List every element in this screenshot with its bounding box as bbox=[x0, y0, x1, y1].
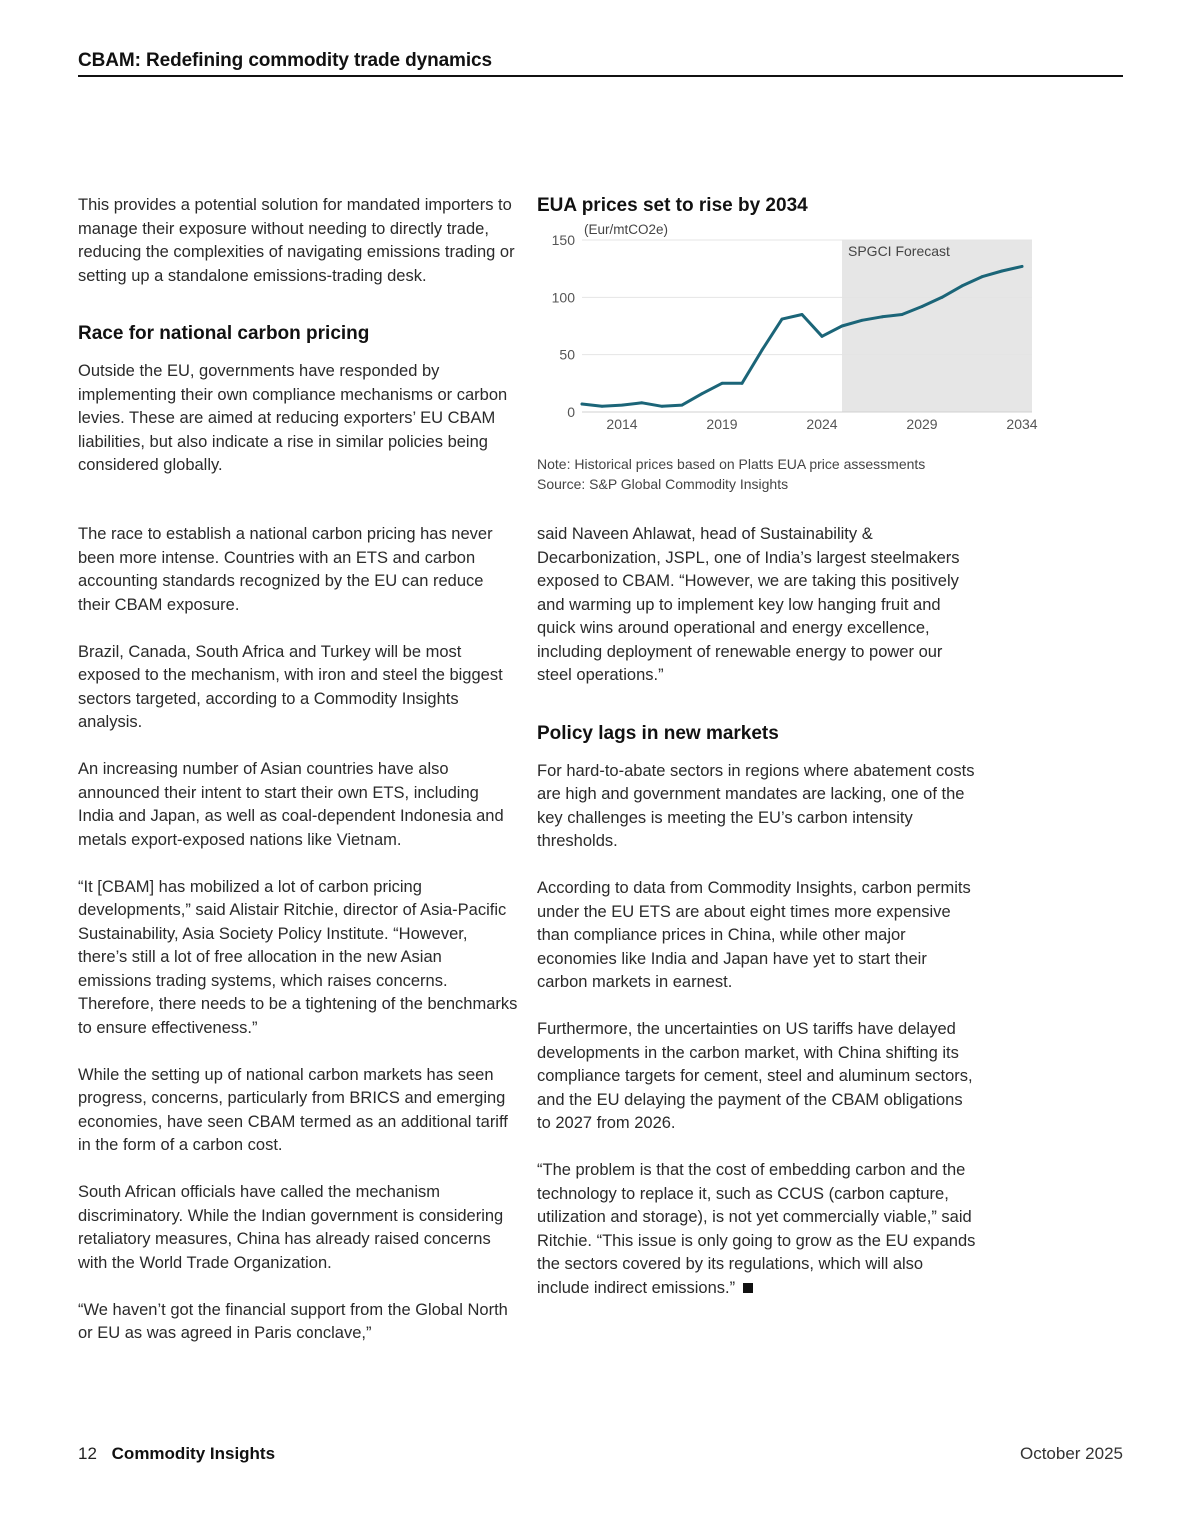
paragraph: For hard-to-abate sectors in regions where abatement costs are high and government mandates are lacking, one of the key challenges is meeting the EU’s carbon intensity thresholds. bbox=[537, 761, 975, 850]
x-tick-label: 2014 bbox=[606, 416, 638, 432]
footer-brand: Commodity Insights bbox=[111, 1444, 276, 1463]
right-column bbox=[537, 523, 977, 1324]
chart-source: Source: S&P Global Commodity Insights bbox=[537, 476, 789, 492]
end-of-article-square-icon bbox=[743, 1283, 753, 1293]
footer-date: October 2025 bbox=[1019, 1444, 1123, 1463]
section-heading-policy: Policy lags in new markets bbox=[537, 722, 779, 744]
paragraph: While the setting up of national carbon markets has seen progress, concerns, particularly from BRICS and emerging economies, have seen CBAM termed as an additional tariff in the form of a carbon cost. bbox=[78, 1065, 508, 1154]
y-tick-label: 100 bbox=[551, 289, 575, 306]
paragraph-final bbox=[537, 1159, 977, 1300]
paragraph: An increasing number of Asian countries have also announced their intent to start their own ETS, including India and Japan, as well as coal-dependent Indonesia and metals export-exposed nations like Vietnam. bbox=[78, 760, 504, 849]
data-point bbox=[701, 392, 704, 395]
y-unit-label: (Eur/mtCO2e) bbox=[584, 222, 669, 237]
data-point bbox=[641, 401, 644, 404]
paragraph: said Naveen Ahlawat, head of Sustainability & Decarbonization, JSPL, one of India’s largest steelmakers exposed to CBAM. “However, we are taking this positively and warming up to implement key low hanging fruit and quick wins around operational and energy excellence, including deployment of renewable energy to power our steel operations.” bbox=[537, 525, 960, 684]
data-point bbox=[781, 318, 784, 321]
data-point bbox=[741, 382, 744, 385]
eua-price-chart bbox=[537, 194, 1047, 494]
data-point bbox=[621, 404, 624, 407]
data-point bbox=[761, 349, 764, 352]
page-number: 12 bbox=[78, 1444, 97, 1463]
section-heading-race: Race for national carbon pricing bbox=[78, 323, 370, 344]
data-point bbox=[821, 335, 824, 338]
y-tick-label: 0 bbox=[567, 404, 575, 420]
page-footer bbox=[78, 1444, 1123, 1464]
paragraph: The race to establish a national carbon pricing has never been more intense. Countries with an ETS and carbon accounting standards recognized by the EU can reduce their CBAM exposure. bbox=[78, 525, 493, 614]
data-point bbox=[961, 284, 964, 287]
data-point bbox=[681, 404, 684, 407]
left-column bbox=[78, 523, 518, 1369]
x-tick-label: 2029 bbox=[906, 416, 938, 432]
data-point bbox=[981, 275, 984, 278]
forecast-region bbox=[842, 240, 1032, 412]
data-point bbox=[861, 319, 864, 322]
paragraph: South African officials have called the mechanism discriminatory. While the Indian government is considering retaliatory measures, China has already raised concerns with the World Trade Organization. bbox=[78, 1183, 504, 1272]
chart-note: Note: Historical prices based on Platts EUA price assessments bbox=[537, 456, 926, 472]
chart-plot bbox=[537, 218, 1047, 454]
paragraph: “We haven’t got the financial support from the Global North or EU as was agreed in Paris conclave,” bbox=[78, 1300, 508, 1342]
data-point bbox=[1001, 270, 1004, 273]
data-point bbox=[941, 296, 944, 299]
running-header bbox=[78, 50, 1123, 77]
data-point bbox=[721, 382, 724, 385]
paragraph: “It [CBAM] has mobilized a lot of carbon pricing developments,” said Alistair Ritchie, director of Asia-Pacific Sustainability, Asia Society Policy Institute. “However, there’s still a lot of free allocation in the new Asian emissions trading systems, which raises concerns. Therefore, there needs to be a tightening of the benchmarks to ensure effectiveness.” bbox=[78, 877, 518, 1037]
data-point bbox=[881, 315, 884, 318]
forecast-label: SPGCI Forecast bbox=[848, 243, 950, 259]
x-tick-label: 2034 bbox=[1006, 416, 1038, 432]
data-point bbox=[1021, 265, 1024, 268]
data-point bbox=[841, 325, 844, 328]
y-tick-label: 150 bbox=[551, 232, 575, 248]
header-title: CBAM: Redefining commodity trade dynamics bbox=[78, 50, 492, 71]
paragraph: According to data from Commodity Insights, carbon permits under the EU ETS are about eight times more expensive than compliance prices in China, while other major economies like India and Japan have yet to start their carbon markets in earnest. bbox=[537, 879, 971, 991]
paragraph: Furthermore, the uncertainties on US tariffs have delayed developments in the carbon market, with China shifting its compliance targets for cement, steel and aluminum sectors, and the EU delaying the payment of the CBAM obligations to 2027 from 2026. bbox=[537, 1020, 973, 1132]
x-tick-label: 2024 bbox=[806, 416, 838, 432]
data-point bbox=[581, 403, 584, 406]
data-point bbox=[921, 305, 924, 308]
data-point bbox=[801, 313, 804, 316]
chart-title: EUA prices set to rise by 2034 bbox=[537, 195, 808, 216]
data-point bbox=[601, 405, 604, 408]
paragraph: This provides a potential solution for mandated importers to manage their exposure without needing to directly trade, reducing the complexities of navigating emissions trading or setting up a standalone emissions-trading desk. bbox=[78, 196, 515, 285]
paragraph: Brazil, Canada, South Africa and Turkey will be most exposed to the mechanism, with iron and steel the biggest sectors targeted, according to a Commodity Insights analysis. bbox=[78, 642, 503, 731]
left-column-top bbox=[78, 194, 518, 501]
y-tick-label: 50 bbox=[559, 346, 575, 363]
data-point bbox=[661, 405, 664, 408]
paragraph: Outside the EU, governments have responded by implementing their own compliance mechanisms or carbon levies. These are aimed at reducing exporters’ EU CBAM liabilities, but also indicate a rise in similar policies being considered globally. bbox=[78, 362, 508, 474]
paragraph-final-text: “The problem is that the cost of embedding carbon and the technology to replace it, such as CCUS (carbon capture, utilization and storage), is not yet commercially viable,” said Ritchie. “This issue is only going to grow as the EU expands the sectors covered by its regulations, which will also include indirect emissions.” bbox=[537, 1161, 976, 1297]
x-tick-label: 2019 bbox=[706, 416, 738, 432]
data-point bbox=[901, 313, 904, 316]
